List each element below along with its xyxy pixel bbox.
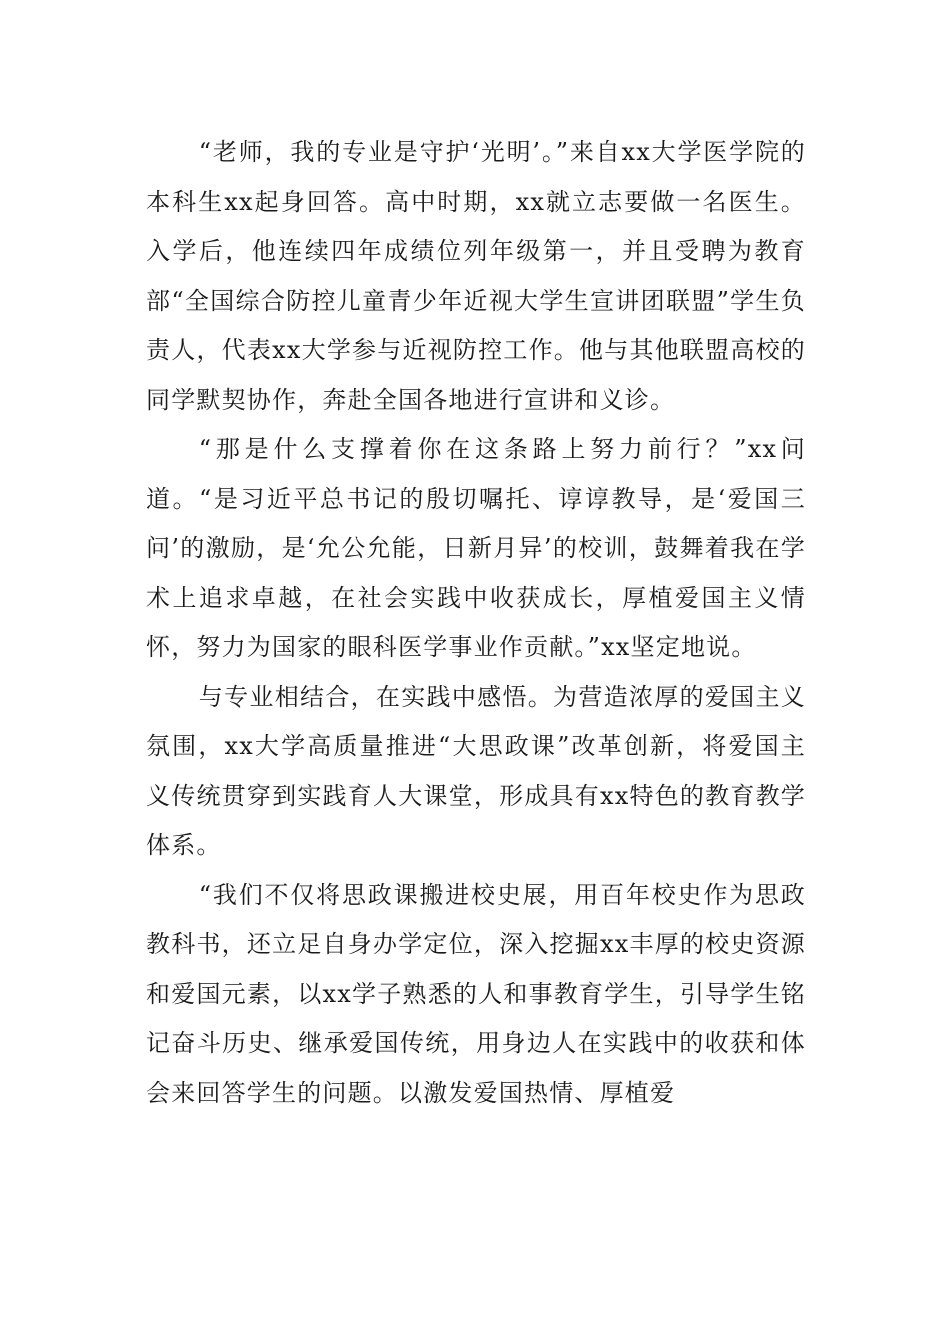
paragraph-4: “我们不仅将思政课搬进校史展，用百年校史作为思政教科书，还立足自身办学定位，深入挖掘xx丰厚的校史资源和爱国元素，以xx学子熟悉的人和事教育学生，引导学生铭记奋斗历史、继承爱国传统，用身边人在实践中的收获和体会来回答学生的问题。以激发爱国热情、厚植爱 <box>146 880 806 1107</box>
paragraph-2: “那是什么支撑着你在这条路上努力前行？”xx问道。“是习近平总书记的殷切嘱托、谆谆教导，是‘爱国三问’的激励，是‘允公允能，日新月异’的校训，鼓舞着我在学术上追求卓越，在社会实践中收获成长，厚植爱国主义情怀，努力为国家的眼科医学事业作贡献。”xx坚定地说。 <box>146 435 806 661</box>
paragraph-3: 与专业相结合，在实践中感悟。为营造浓厚的爱国主义氛围，xx大学高质量推进“大思政课”改革创新，将爱国主义传统贯穿到实践育人大课堂，形成具有xx特色的教育教学体系。 <box>146 682 806 859</box>
paragraph-1: “老师，我的专业是守护‘光明’。”来自xx大学医学院的本科生xx起身回答。高中时期，xx就立志要做一名医生。入学后，他连续四年成绩位列年级第一，并且受聘为教育部“全国综合防控儿童青少年近视大学生宣讲团联盟”学生负责人，代表xx大学参与近视防控工作。他与其他联盟高校的同学默契协作，奔赴全国各地进行宣讲和义诊。 <box>146 138 806 414</box>
body-text <box>146 128 806 1118</box>
